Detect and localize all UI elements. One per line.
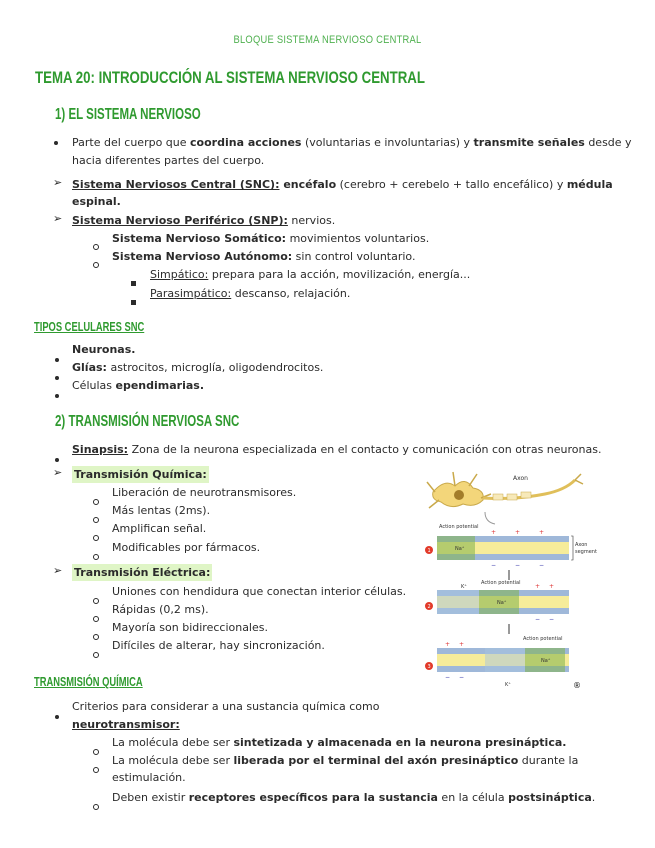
svg-text:Action potential: Action potential xyxy=(481,580,521,586)
svg-text:+: + xyxy=(459,641,465,648)
bullet-icon xyxy=(55,715,59,719)
bullet-icon xyxy=(54,141,58,145)
circle-bullet-icon xyxy=(93,554,99,560)
criterios-line: Criterios para considerar a una sustancia química como xyxy=(72,700,380,713)
section-1-title: 1) EL SISTEMA NERVIOSO xyxy=(55,106,201,123)
axon-label: Axon xyxy=(513,475,528,482)
paragraph-line: hacia diferentes partes del cuerpo. xyxy=(72,154,265,167)
svg-text:−: − xyxy=(459,674,465,681)
somatico-line: Sistema Nervioso Somático: movimientos voluntarios. xyxy=(112,232,430,245)
square-bullet-icon xyxy=(131,281,136,286)
bullet-icon xyxy=(55,376,59,380)
arrow-bullet-icon: ➢ xyxy=(53,466,63,479)
circle-bullet-icon xyxy=(93,616,99,622)
svg-text:segment: segment xyxy=(575,549,597,555)
criterio-item: Deben existir receptores específicos para la sustancia en la célula postsináptica. xyxy=(112,791,596,804)
circle-bullet-icon xyxy=(93,244,99,250)
electrica-item: Mayoría son bidireccionales. xyxy=(112,621,268,634)
circle-bullet-icon xyxy=(93,517,99,523)
svg-text:Axon: Axon xyxy=(575,542,588,548)
arrow-bullet-icon: ➢ xyxy=(53,212,63,225)
circle-bullet-icon xyxy=(93,767,99,773)
neuron-illustration xyxy=(427,472,583,524)
quimica-item: Modificables por fármacos. xyxy=(112,541,261,554)
bullet-icon xyxy=(55,394,59,398)
circle-bullet-icon xyxy=(93,749,99,755)
svg-text:−: − xyxy=(445,674,451,681)
autonomo-line: Sistema Nervioso Autónomo: sin control voluntario. xyxy=(112,250,416,263)
svg-text:+: + xyxy=(539,529,545,536)
criterio-item: La molécula debe ser liberada por el terminal del axón presináptico durante la xyxy=(112,754,579,767)
section-2-title: 2) TRANSMISIÓN NERVIOSA SNC xyxy=(55,413,240,430)
electrica-label: Transmisión Eléctrica: xyxy=(74,566,211,579)
snc-line-2: espinal. xyxy=(72,195,121,208)
neurotransmisor-line: neurotransmisor: xyxy=(72,718,180,731)
document-header: BLOQUE SISTEMA NERVIOSO CENTRAL xyxy=(233,34,422,46)
panel-1 xyxy=(425,524,597,580)
svg-text:+: + xyxy=(491,529,497,536)
svg-text:1: 1 xyxy=(427,548,431,554)
tq-title: TRANSMISIÓN QUÍMICA xyxy=(34,674,143,689)
electrica-item: Rápidas (0,2 ms). xyxy=(112,603,209,616)
square-bullet-icon xyxy=(131,300,136,305)
criterio-item-cont: estimulación. xyxy=(112,771,186,784)
tipos-title: TIPOS CELULARES SNC xyxy=(34,319,145,334)
bullet-icon xyxy=(55,358,59,362)
panel-3 xyxy=(425,636,581,690)
action-potential-figure xyxy=(425,464,597,696)
circle-bullet-icon xyxy=(93,634,99,640)
tema-title: TEMA 20: INTRODUCCIÓN AL SISTEMA NERVIOSO CENTRAL xyxy=(35,68,425,87)
copyright-mark: ® xyxy=(573,681,581,690)
svg-text:+: + xyxy=(515,529,521,536)
svg-text:K⁺: K⁺ xyxy=(505,682,511,688)
svg-text:−: − xyxy=(491,562,497,569)
neuronas-line: Neuronas. xyxy=(72,343,136,356)
svg-text:Na⁺: Na⁺ xyxy=(455,546,465,552)
bullet-icon xyxy=(55,458,59,462)
arrow-bullet-icon: ➢ xyxy=(53,564,63,577)
circle-bullet-icon xyxy=(93,499,99,505)
circle-bullet-icon xyxy=(93,652,99,658)
quimica-item: Más lentas (2ms). xyxy=(112,504,211,517)
quimica-item: Liberación de neurotransmisores. xyxy=(112,486,297,499)
snc-line: Sistema Nerviosos Central (SNC): encéfalo (cerebro + cerebelo + tallo encefálico) y médula xyxy=(72,178,613,191)
electrica-item: Difíciles de alterar, hay sincronización. xyxy=(112,639,325,652)
criterio-item: La molécula debe ser sintetizada y almacenada en la neurona presináptica. xyxy=(112,736,567,749)
paragraph-line: Parte del cuerpo que coordina acciones (voluntarias e involuntarias) y transmite señales desde y xyxy=(72,136,632,149)
arrow-bullet-icon: ➢ xyxy=(53,176,63,189)
quimica-item: Amplifican señal. xyxy=(112,522,207,535)
svg-text:Action potential: Action potential xyxy=(439,524,479,530)
glias-line: Glías: astrocitos, microglía, oligodendrocitos. xyxy=(72,361,324,374)
svg-text:+: + xyxy=(549,583,555,590)
svg-text:K⁺: K⁺ xyxy=(461,584,467,590)
quimica-label: Transmisión Química: xyxy=(74,468,207,481)
svg-text:2: 2 xyxy=(427,604,431,610)
svg-text:Na⁺: Na⁺ xyxy=(541,658,551,664)
circle-bullet-icon xyxy=(93,535,99,541)
svg-text:−: − xyxy=(515,562,521,569)
celulas-line: Células ependimarias. xyxy=(72,379,205,392)
circle-bullet-icon xyxy=(93,598,99,604)
sinapsis-line: Sinapsis: Zona de la neurona especializada en el contacto y comunicación con otras neuronas. xyxy=(72,443,602,456)
list-item xyxy=(54,134,58,151)
svg-text:Action potential: Action potential xyxy=(523,636,563,642)
circle-bullet-icon xyxy=(93,262,99,268)
circle-bullet-icon xyxy=(93,804,99,810)
svg-text:−: − xyxy=(549,616,555,623)
svg-text:+: + xyxy=(445,641,451,648)
simpatico-line: Simpático: prepara para la acción, movilización, energía... xyxy=(150,268,471,281)
svg-text:Na⁺: Na⁺ xyxy=(497,600,507,606)
panel-2 xyxy=(425,580,569,634)
svg-text:−: − xyxy=(535,616,541,623)
svg-text:+: + xyxy=(535,583,541,590)
snp-line: Sistema Nervioso Periférico (SNP): nervios. xyxy=(72,214,336,227)
svg-text:−: − xyxy=(539,562,545,569)
electrica-item: Uniones con hendidura que conectan interior células. xyxy=(112,585,407,598)
svg-text:3: 3 xyxy=(427,664,431,670)
parasimpatico-line: Parasimpático: descanso, relajación. xyxy=(150,287,351,300)
